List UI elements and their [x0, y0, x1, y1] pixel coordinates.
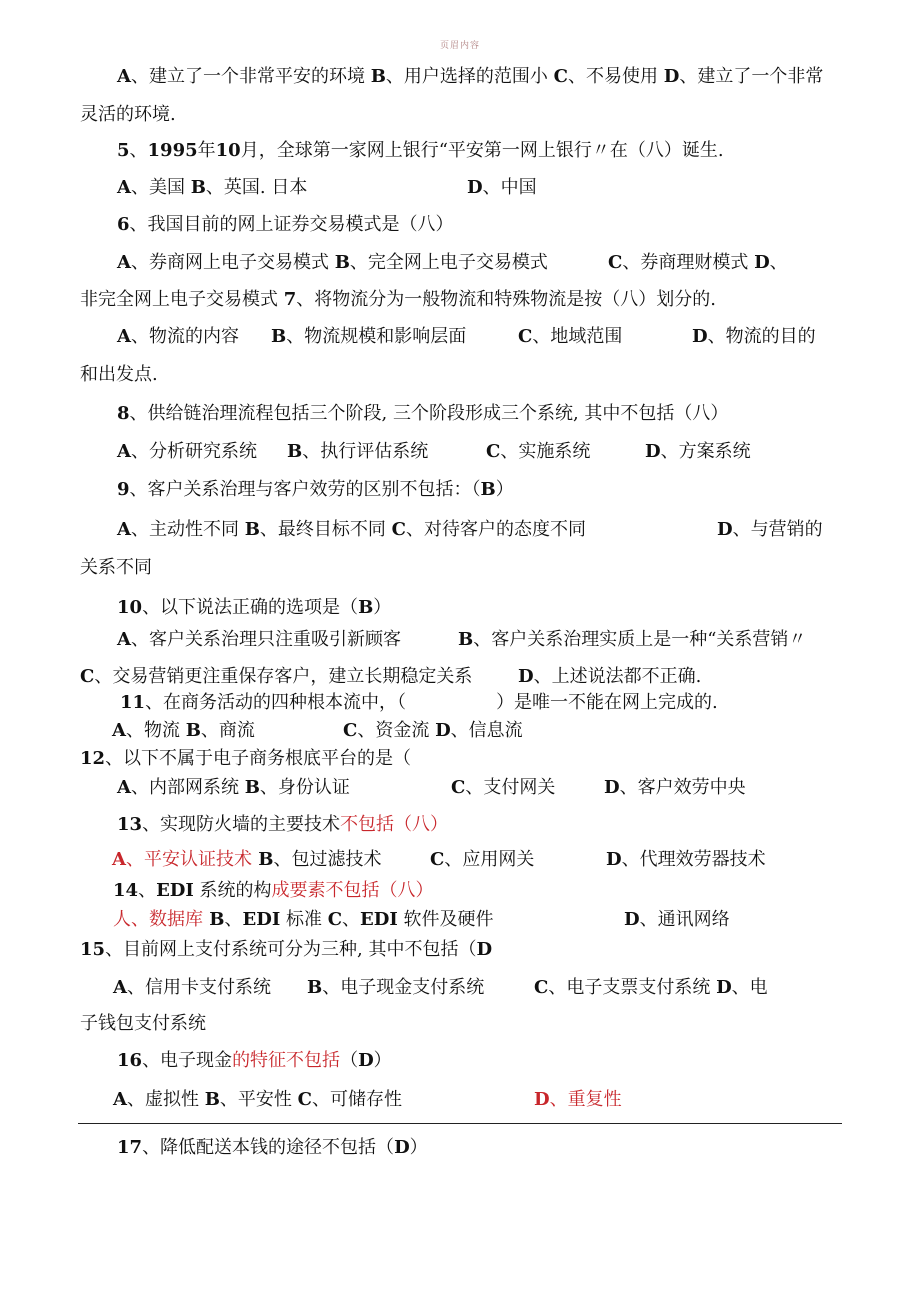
- q12-option-d: D、客户效劳中央: [604, 777, 746, 798]
- q13-question: 13、实现防火墙的主要技术不包括（八）: [117, 814, 449, 835]
- q8-option-d: D、方案系统: [645, 441, 751, 462]
- q8-option-c: C、实施系统: [486, 441, 591, 462]
- q8-option-a: A、分析研究系统: [117, 441, 257, 462]
- q9-options-abc: A、主动性不同 B、最终目标不同 C、对待客户的态度不同: [117, 519, 586, 540]
- q9-option-d: D、与营销的: [717, 519, 823, 540]
- q13-option-d: D、代理效劳器技术: [606, 849, 766, 870]
- q9-question: 9、客户关系治理与客户效劳的区别不包括：（B）: [117, 479, 514, 500]
- q7-option-d-wrap: 和出发点.: [80, 364, 158, 385]
- q16-option-d: D、重复性: [534, 1089, 622, 1110]
- q10-option-d: D、上述说法都不正确.: [518, 666, 702, 687]
- q15-question: 15、目前网上支付系统可分为三种, 其中不包括（D: [80, 939, 493, 960]
- q11-options-ab: A、物流 B、商流: [112, 720, 255, 741]
- q16-question: 16、电子现金的特征不包括（D）: [117, 1050, 392, 1071]
- q4-options-line: A、建立了一个非常平安的环境 B、用户选择的范围小 C、不易使用 D、建立了一个非常: [117, 66, 824, 87]
- q10-option-c: C、交易营销更注重保存客户，建立长期稳定关系: [80, 666, 473, 687]
- q15-option-b: B、电子现金支付系统: [307, 977, 485, 998]
- q7-option-a: A、物流的内容: [117, 326, 239, 347]
- page-divider: [78, 1123, 842, 1124]
- q6-question: 6、我国目前的网上证券交易模式是（八）: [117, 214, 454, 235]
- q7-option-b: B、物流规模和影响层面: [271, 326, 467, 347]
- q13-option-c: C、应用网关: [430, 849, 535, 870]
- q14-option-d: D、通讯网络: [624, 909, 730, 930]
- q5-option-d: D、中国: [467, 177, 537, 198]
- q7-option-d: D、物流的目的: [692, 326, 816, 347]
- q5-options-ab: A、美国 B、英国. 日本: [117, 177, 308, 198]
- q7-option-c: C、地域范围: [518, 326, 623, 347]
- q6-options-cd: C、券商理财模式 D、: [608, 252, 788, 273]
- q17-question: 17、降低配送本钱的途径不包括（D）: [117, 1137, 428, 1158]
- q8-option-b: B、执行评估系统: [287, 441, 429, 462]
- q8-question: 8、供给链治理流程包括三个阶段, 三个阶段形成三个系统, 其中不包括（八）: [117, 403, 729, 424]
- q10-question: 10、以下说法正确的选项是（B）: [117, 597, 392, 618]
- q15-options-cd: C、电子支票支付系统 D、电: [534, 977, 768, 998]
- q15-option-a: A、信用卡支付系统: [113, 977, 271, 998]
- q9-option-d-wrap: 关系不同: [80, 557, 152, 578]
- q6-options-ab: A、券商网上电子交易模式 B、完全网上电子交易模式: [117, 252, 548, 273]
- q12-options-ab: A、内部网系统 B、身份认证: [117, 777, 350, 798]
- q10-option-a: A、客户关系治理只注重吸引新顾客: [117, 629, 401, 650]
- q12-question: 12、以下不属于电子商务根底平台的是（: [80, 748, 412, 769]
- q14-options-abc: 人、数据库 B、EDI 标准 C、EDI 软件及硬件: [113, 909, 494, 930]
- page-header: 页眉内容: [439, 41, 480, 51]
- q5-question: 5、1995年10月，全球第一家网上银行“平安第一网上银行〃在（八）诞生.: [117, 140, 724, 161]
- q14-question: 14、EDI 系统的构成要素不包括（八）: [113, 880, 434, 901]
- q4-options-wrap: 灵活的环境.: [80, 104, 176, 125]
- q15-option-d-wrap: 子钱包支付系统: [80, 1013, 206, 1034]
- q16-options-abc: A、虚拟性 B、平安性 C、可储存性: [113, 1089, 402, 1110]
- q12-option-c: C、支付网关: [451, 777, 556, 798]
- q11-question: 11、在商务活动的四种根本流中，（ ）是唯一不能在网上完成的.: [120, 692, 718, 713]
- q7-question: 非完全网上电子交易模式 7、将物流分为一般物流和特殊物流是按（八）划分的.: [80, 289, 716, 310]
- q10-option-b: B、客户关系治理实质上是一种“关系营销〃: [458, 629, 807, 650]
- q11-options-cd: C、资金流 D、信息流: [343, 720, 523, 741]
- q13-options-ab: A、平安认证技术 B、包过滤技术: [112, 849, 382, 870]
